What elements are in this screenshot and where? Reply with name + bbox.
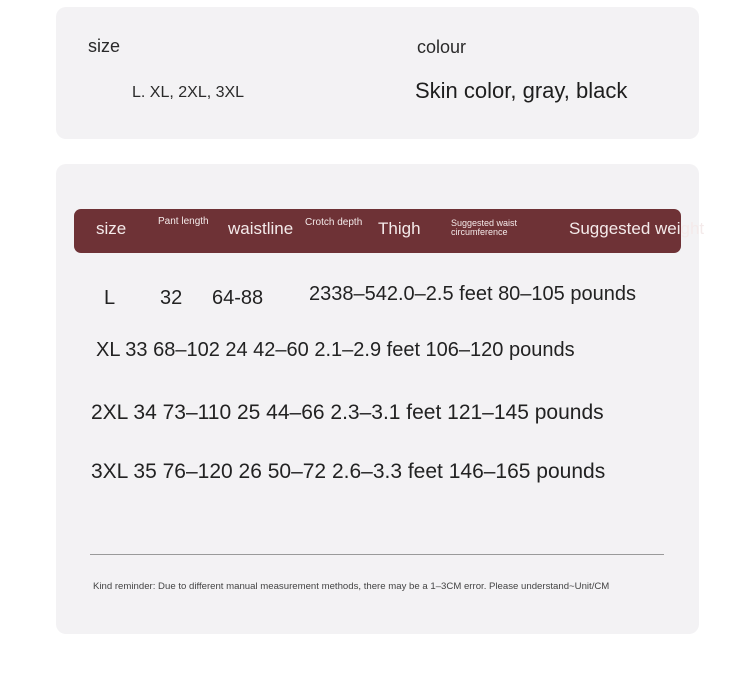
row-3xl: 3XL 35 76–120 26 50–72 2.6–3.3 feet 146–165 pounds: [91, 460, 606, 483]
header-suggested-waist: Suggested waist circumference: [451, 218, 518, 237]
header-waistline: waistline: [228, 219, 294, 238]
header-thigh: Thigh: [378, 219, 421, 238]
row-xl: XL 33 68–102 24 42–60 2.1–2.9 feet 106–120 pounds: [96, 339, 575, 361]
row-2xl: 2XL 34 73–110 25 44–66 2.3–3.1 feet 121–145 pounds: [91, 401, 604, 424]
size-values: L. XL, 2XL, 3XL: [132, 84, 245, 101]
table-header: [74, 209, 705, 253]
colour-values: Skin color, gray, black: [415, 78, 628, 103]
divider: [90, 554, 664, 555]
header-pant-length: Pant length: [158, 216, 209, 227]
row-l-size: L: [104, 287, 116, 309]
size-label: size: [88, 36, 121, 56]
header-suggested-weight: Suggested weight: [569, 219, 705, 238]
kind-reminder: Kind reminder: Due to different manual measurement methods, there may be a 1–3CM error. Please understand~Unit/CM: [93, 581, 610, 592]
options-card: [56, 7, 699, 139]
row-l-pant-length: 32: [160, 287, 183, 309]
header-crotch-depth: Crotch depth: [305, 217, 363, 228]
row-l-rest: 2338–542.0–2.5 feet 80–105 pounds: [309, 283, 636, 305]
header-size: size: [96, 219, 127, 238]
row-l-waistline: 64-88: [212, 287, 264, 309]
colour-label: colour: [417, 37, 467, 57]
